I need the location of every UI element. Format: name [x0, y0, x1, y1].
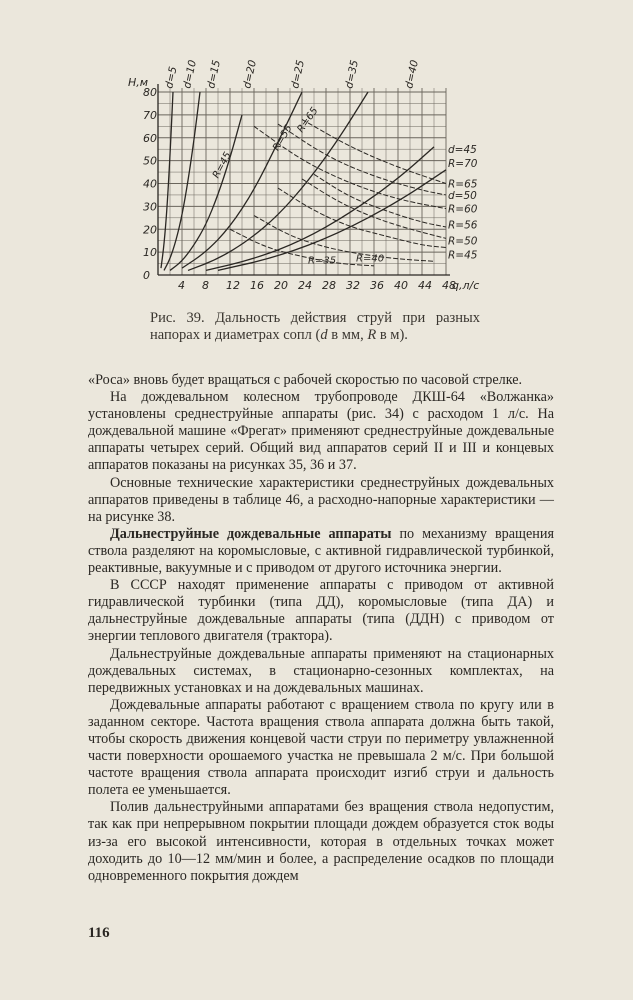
x-tick-label: 4 [178, 279, 185, 292]
range-chart [110, 55, 490, 300]
y-tick-label: 30 [143, 200, 157, 214]
right-label: R=45 [448, 249, 478, 262]
bold-term: Дальнеструйные дождевальные аппараты [110, 525, 392, 542]
y-tick-label: 80 [143, 86, 157, 99]
inner-label: R=45 [210, 150, 234, 181]
paragraph-4: Дальнеструйные дождевальные аппараты по механизму вращения ствола разделяют на коромысловые, с активной гидравлической турбинкой, реактивные, вакуумные и с приводом от другого источника энергии. [88, 525, 554, 577]
inner-label: R=55 [271, 123, 295, 153]
x-tick-label: 48 [442, 279, 456, 292]
caption-end: в м). [376, 327, 408, 343]
paragraph-3: Основные технические характеристики среднеструйных дождевальных аппаратов приведены в таблице 46, а расходно-напорные характеристики — на рисунке 38. [88, 474, 554, 525]
top-label: d=40 [403, 58, 421, 90]
right-label: R=65 [448, 178, 478, 191]
top-label: d=25 [289, 58, 307, 90]
y-tick-label: 0 [143, 269, 150, 282]
y-tick-label: 20 [143, 223, 157, 237]
inner-label: R=40 [356, 253, 385, 265]
x-tick-label: 24 [298, 279, 312, 292]
y-axis-label: Н,м [128, 76, 149, 89]
paragraph-7: Дождевальные аппараты работают с вращением ствола по кругу или в заданном секторе. Частота вращения ствола аппарата должна быть такой, чтобы скорость движения концевой части струи по периметру увлажненной части поверхности орошаемого участка не превышала 2 м/с. При большой частоте вращения ствола аппарата происходит изгиб струи и дальность полета ее уменьшается. [88, 696, 554, 799]
curve-d-5 [161, 92, 173, 268]
top-label: d=20 [241, 58, 259, 90]
caption-text: Дальность действия струй при разных напорах и диаметрах сопл [150, 310, 481, 343]
x-tick-label: 12 [226, 279, 240, 292]
body-text [88, 372, 554, 885]
y-tick-label: 60 [143, 131, 157, 145]
x-tick-label: 16 [250, 279, 264, 292]
right-label: R=50 [448, 235, 478, 248]
paragraph-2: На дождевальном колесном трубопроводе ДКШ-64 «Волжанка» установлены среднеструйные аппараты (рис. 34) с расходом 1 л/с. На дождевальной машине «Фрегат» применяют среднеструйные дождевальные аппараты четырех серий. Общий вид аппаратов серий II и III и концевых аппаратов показаны на рисунках 35, 36 и 37. [88, 389, 554, 474]
x-tick-label: 32 [346, 279, 360, 292]
x-tick-label: 28 [322, 279, 336, 292]
x-tick-label: 20 [274, 279, 288, 292]
caption-mid: в мм, [327, 327, 368, 343]
x-tick-label: 8 [202, 279, 209, 292]
figure-caption [150, 310, 480, 344]
x-tick-label: 36 [370, 279, 384, 292]
y-tick-label: 40 [143, 177, 157, 191]
x-axis-label: q,л/с [452, 279, 480, 292]
x-tick-label: 44 [418, 279, 432, 292]
right-label: R=70 [448, 157, 478, 170]
right-label: d=45 [448, 144, 477, 157]
caption-d: d [320, 327, 328, 343]
top-label: d=15 [205, 58, 223, 90]
inner-label: R=35 [308, 255, 337, 267]
right-label: d=50 [448, 189, 477, 202]
caption-paren: ( [315, 327, 321, 343]
x-tick-label: 40 [394, 279, 408, 292]
right-label: R=56 [448, 219, 478, 232]
page-number: 116 [88, 925, 110, 941]
paragraph-1: «Роса» вновь будет вращаться с рабочей скоростью по часовой стрелке. [88, 372, 523, 388]
right-label: R=60 [448, 203, 478, 216]
paragraph-5: В СССР находят применение аппараты с приводом от активной гидравлической турбинки (типа ДД), коромысловые (типа ДА) и дальнеструйные дождевальные аппараты (типа (ДДН) с приводом от энергии теплового двигателя (трактора). [88, 577, 554, 645]
y-tick-label: 10 [143, 246, 157, 260]
caption-number: Рис. 39. [150, 310, 205, 326]
y-tick-label: 70 [143, 108, 157, 122]
top-label: d=35 [343, 58, 361, 90]
paragraph-8: Полив дальнеструйными аппаратами без вращения ствола недопустим, так как при непрерывном покрытии площади дождем образуется сток воды из-за его высокой интенсивности, которая в отдельных точках может доходить до 10—12 мм/мин и более, а распределение осадков по площади одновременного покрытия дождем [88, 799, 554, 884]
paragraph-6: Дальнеструйные дождевальные аппараты применяют на стационарных дождевальных системах, в стационарно-сезонных комплектах, на передвижных установках и на дождевальных машинах. [88, 645, 554, 696]
top-label: d=10 [181, 58, 199, 90]
top-label: d=5 [163, 65, 180, 90]
caption-r: R [367, 327, 377, 343]
y-tick-label: 50 [143, 154, 157, 168]
inner-label: R=65 [295, 105, 321, 135]
